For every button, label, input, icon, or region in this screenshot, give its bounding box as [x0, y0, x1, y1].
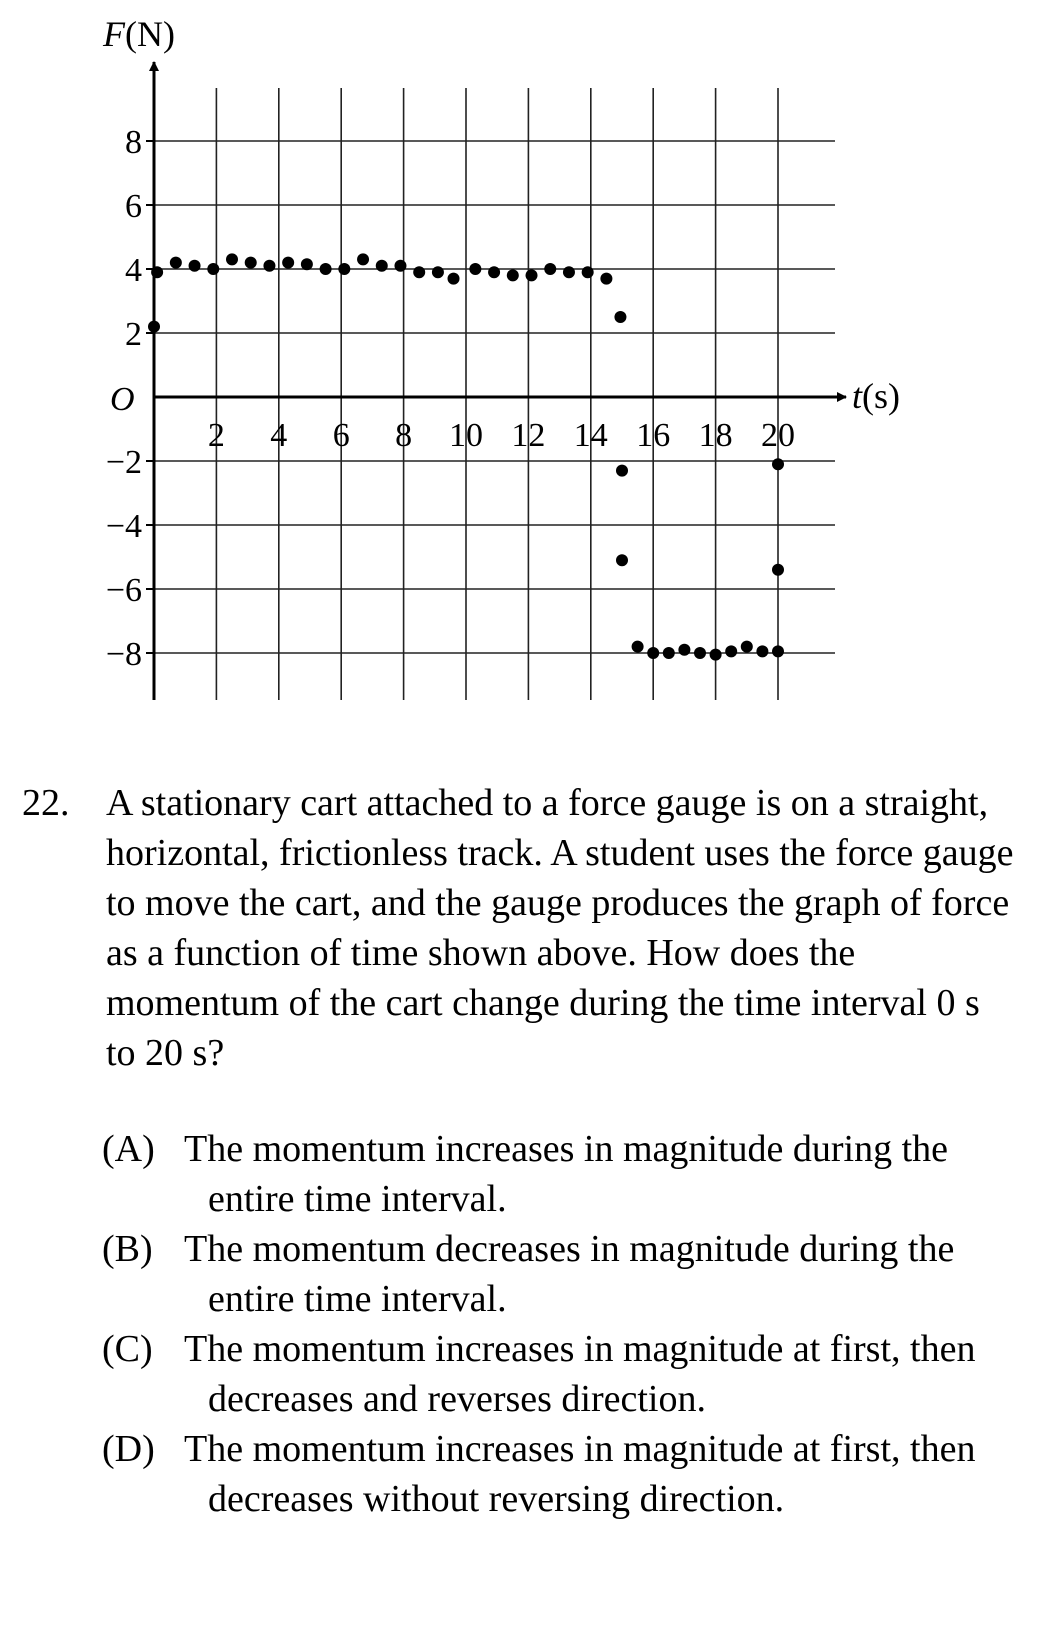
- x-axis-title: t(s): [852, 376, 901, 416]
- data-point: [582, 266, 594, 278]
- x-tick-label: 10: [449, 417, 483, 454]
- data-point: [616, 465, 628, 477]
- data-point: [376, 260, 388, 272]
- data-point: [526, 269, 538, 281]
- data-point: [469, 263, 481, 275]
- data-point: [616, 554, 628, 566]
- x-tick-label: 6: [332, 417, 350, 454]
- data-point: [563, 266, 575, 278]
- data-point: [544, 263, 556, 275]
- x-tick-label: 4: [270, 417, 288, 454]
- data-point: [320, 263, 332, 275]
- data-point: [756, 645, 768, 657]
- y-tick-label: −2: [105, 444, 142, 481]
- grid: [154, 88, 835, 700]
- x-tick-label: 18: [698, 417, 733, 454]
- data-point: [725, 645, 737, 657]
- data-point: [170, 257, 182, 269]
- data-point: [282, 257, 294, 269]
- data-point: [772, 645, 784, 657]
- y-tick-label: −6: [105, 572, 142, 609]
- y-tick-label: −4: [105, 508, 142, 545]
- origin-label: O: [110, 381, 135, 418]
- data-point: [189, 260, 201, 272]
- force-time-graph: [0, 0, 1043, 760]
- y-tick-label: 8: [125, 124, 142, 161]
- x-tick-label: 14: [573, 417, 608, 454]
- data-point: [338, 263, 350, 275]
- data-point: [301, 258, 313, 270]
- choice-text: The momentum increases in magnitude at first, then decreases and reverses direction.: [184, 1328, 976, 1420]
- data-point: [710, 649, 722, 661]
- y-tick-label: 4: [125, 252, 142, 289]
- choice-letter: (C): [102, 1328, 153, 1370]
- choice-text: The momentum decreases in magnitude during the entire time interval.: [184, 1228, 955, 1320]
- choice-letter: (D): [102, 1428, 155, 1470]
- data-point: [488, 266, 500, 278]
- data-point: [507, 269, 519, 281]
- x-tick-label: 12: [511, 417, 546, 454]
- y-axis-title: F(N): [103, 14, 175, 54]
- data-point: [632, 641, 644, 653]
- y-tick-label: −8: [105, 636, 142, 673]
- data-point: [245, 257, 257, 269]
- choice-text: The momentum increases in magnitude during the entire time interval.: [184, 1128, 949, 1220]
- x-tick-label: 20: [761, 417, 795, 454]
- data-point: [614, 311, 626, 323]
- choice-letter: (B): [102, 1228, 153, 1270]
- data-point: [772, 564, 784, 576]
- data-point: [772, 458, 784, 470]
- data-point: [263, 260, 275, 272]
- data-point: [148, 321, 160, 333]
- question-stem: A stationary cart attached to a force gauge is on a straight, horizontal, frictionless track. A student uses the force gauge to move the cart, and the gauge produces the graph of force as a function of time shown above. How does the momentum of the cart change during the time interval 0 s to 20 s?: [106, 782, 1014, 1074]
- y-tick-label: 6: [125, 188, 142, 225]
- data-point: [678, 644, 690, 656]
- choice-text: The momentum increases in magnitude at first, then decreases without reversing direction.: [184, 1428, 976, 1520]
- x-tick-label: 8: [395, 417, 413, 454]
- x-tick-label: 16: [636, 417, 671, 454]
- y-tick-label: 2: [125, 316, 142, 353]
- question-number: 22.: [22, 782, 70, 824]
- data-point: [151, 266, 163, 278]
- data-point: [357, 253, 369, 265]
- data-point: [207, 263, 219, 275]
- data-point: [394, 260, 406, 272]
- data-point: [663, 647, 675, 659]
- axes: [146, 62, 846, 700]
- data-point: [413, 266, 425, 278]
- data-point: [448, 273, 460, 285]
- data-point: [741, 641, 753, 653]
- choice-letter: (A): [102, 1128, 155, 1170]
- data-point: [694, 647, 706, 659]
- data-point: [600, 273, 612, 285]
- data-point: [226, 253, 238, 265]
- x-tick-label: 2: [207, 417, 225, 454]
- data-point: [432, 266, 444, 278]
- data-point: [647, 647, 659, 659]
